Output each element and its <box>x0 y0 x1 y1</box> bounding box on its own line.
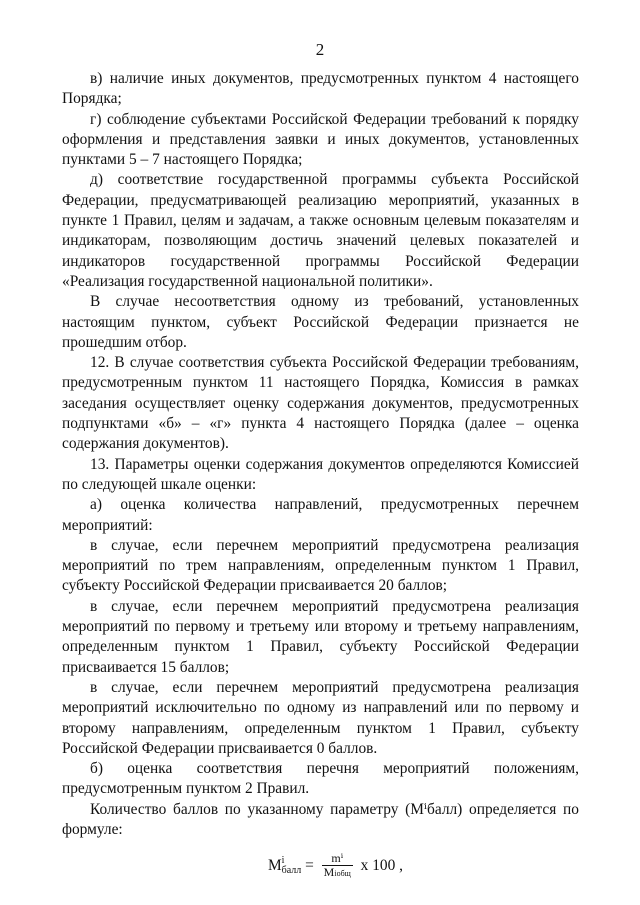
paragraph-13: 13. Параметры оценки содержания документов определяются Комиссией по следующей шкале оценки: <box>62 455 579 493</box>
formula-multiplier: x 100 <box>360 857 396 875</box>
formula-fraction <box>322 852 353 880</box>
paragraph-g: г) соблюдение субъектами Российской Федерации требований к порядку оформления и представления заявки и иных документов, установленных пунктами 5 – 7 настоящего Порядка; <box>62 110 579 169</box>
paragraph-nonconformity: В случае несоответствия одному из требований, установленных настоящим пунктом, субъект Российской Федерации признается не прошедшим отбор. <box>62 293 579 351</box>
score-formula <box>62 852 579 880</box>
paragraph-d: д) соответствие государственной программы субъекта Российской Федерации, предусматривающей реализацию мероприятий, указанных в пункте 1 Правил, целям и задачам, а также основным целевым показателям и индикаторам, позволяющим достичь значений целевых показателей и индикаторов государственной программы Российской Федерации «Реализация государственной национальной политики». <box>62 171 579 290</box>
formula-denominator <box>322 866 353 880</box>
formula-equals: = <box>305 857 314 875</box>
formula-lhs-sub: балл <box>281 865 302 877</box>
paragraph-12: 12. В случае соответствия субъекта Российской Федерации требованиям, предусмотренным пунктом 11 настоящего Порядка, Комиссия в рамках заседания осуществляет оценку содержания документов, предусмотренных подпунктами «б» – «г» пункта 4 настоящего Порядка (далее – оценка содержания документов). <box>62 354 579 453</box>
formula-lhs-symbol: M <box>267 857 282 875</box>
formula-trailing: , <box>399 857 404 875</box>
formula-denominator-sub: общ <box>336 869 351 879</box>
document-body <box>62 69 579 880</box>
page-number: 2 <box>315 40 325 59</box>
paragraph-0-points: в случае, если перечнем мероприятий предусмотрена реализация мероприятий исключительно по одному из направлений или по первому и второму направлениям, определенным пунктом 1 Правил, субъекту Российской Федерации присваивается 0 баллов. <box>62 678 579 757</box>
paragraph-v: в) наличие иных документов, предусмотренных пунктом 4 настоящего Порядка; <box>62 70 579 108</box>
paragraph-b: б) оценка соответствия перечня мероприятий положениям, предусмотренным пунктом 2 Правил. <box>62 760 579 798</box>
formula-lhs-sup: i <box>281 855 285 867</box>
paragraph-20-points: в случае, если перечнем мероприятий предусмотрена реализация мероприятий по трем направлениям, определенным пунктом 1 Правил, субъекту Российской Федерации присваивается 20 баллов; <box>62 536 579 595</box>
formula-denominator-symbol: M <box>323 865 335 880</box>
formula-numerator: mⁱ <box>322 852 353 866</box>
paragraph-formula-intro: Количество баллов по указанному параметру (Mⁱбалл) определяется по формуле: <box>62 800 579 838</box>
paragraph-a: а) оценка количества направлений, предусмотренных перечнем мероприятий: <box>62 496 579 534</box>
formula-denominator-sup: i <box>334 869 337 879</box>
paragraph-15-points: в случае, если перечнем мероприятий предусмотрена реализация мероприятий по первому и третьему или второму и третьему направлениям, определенным пунктом 1 Правил, субъекту Российской Федерации присваивается 15 баллов; <box>62 597 579 676</box>
